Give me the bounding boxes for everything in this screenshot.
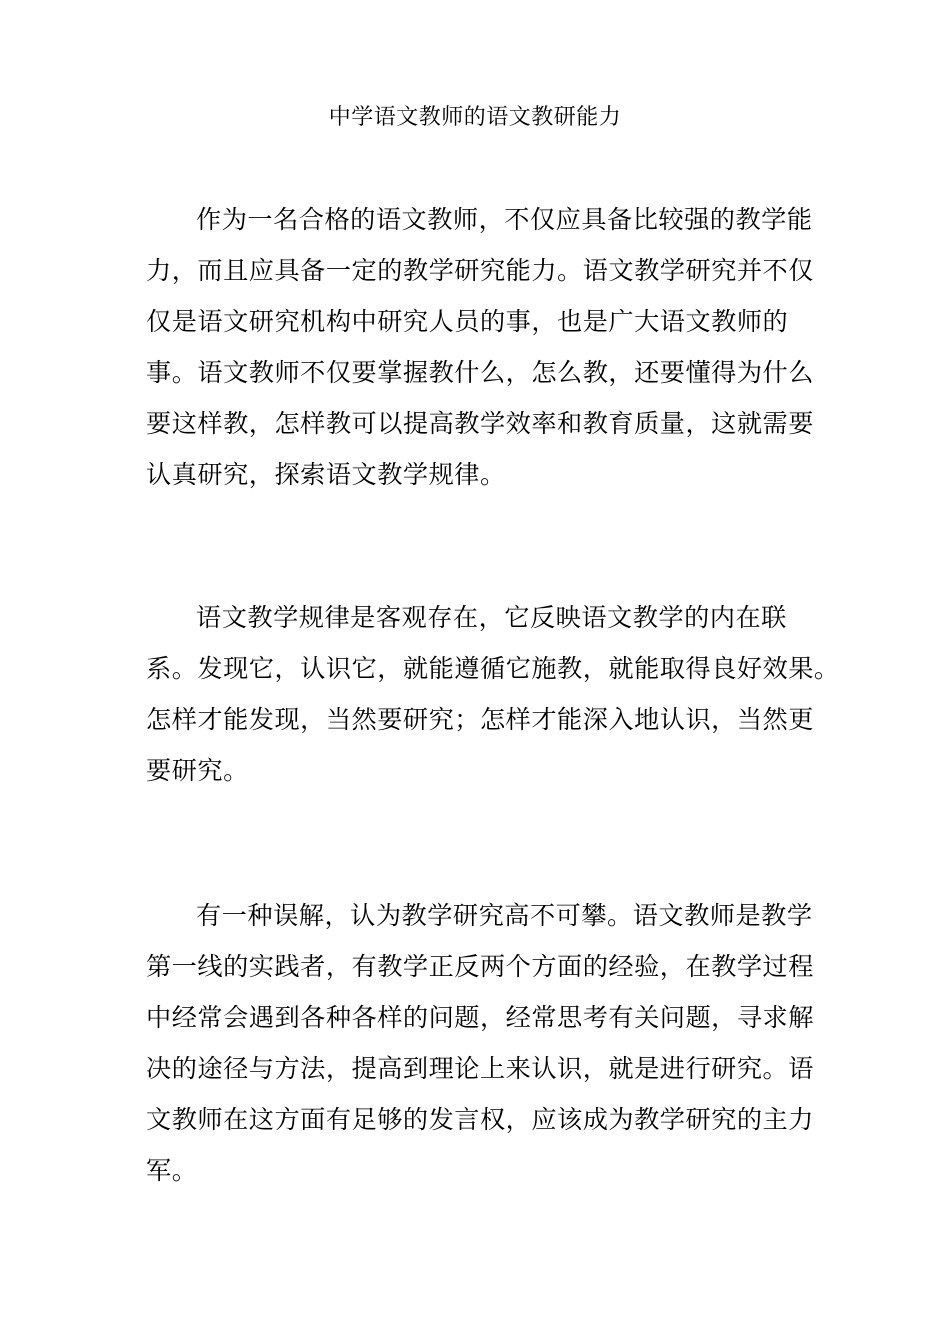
paragraph-line: 力，而且应具备一定的教学研究能力。语文教学研究并不仅	[146, 256, 814, 285]
paragraph-line: 作为一名合格的语文教师，不仅应具备比较强的教学能	[196, 205, 813, 234]
paragraph-3	[146, 890, 814, 1196]
paragraph-line: 军。	[146, 1156, 198, 1185]
paragraph-line: 决的途径与方法，提高到理论上来认识，就是进行研究。语	[146, 1054, 814, 1083]
paragraph-line: 认真研究，探索语文教学规律。	[146, 460, 506, 489]
paragraph-line: 语文教学规律是客观存在，它反映语文教学的内在联	[196, 603, 787, 632]
paragraph-line: 要研究。	[146, 756, 249, 785]
document-title: 中学语文教师的语文教研能力	[328, 105, 622, 130]
paragraph-line: 仅是语文研究机构中研究人员的事，也是广大语文教师的	[146, 307, 789, 336]
paragraph-line: 要这样教，怎样教可以提高教学效率和教育质量，这就需要	[146, 409, 814, 438]
paragraph-1	[146, 194, 814, 500]
paragraph-line: 怎样才能发现，当然要研究；怎样才能深入地认识，当然更	[146, 705, 814, 734]
paragraph-line: 文教师在这方面有足够的发言权，应该成为教学研究的主力	[146, 1105, 814, 1134]
paragraph-line: 事。语文教师不仅要掌握教什么，怎么教，还要懂得为什么	[146, 358, 814, 387]
paragraph-2	[146, 592, 840, 796]
paragraph-line: 系。发现它，认识它，就能遵循它施教，就能取得良好效果。	[146, 654, 840, 683]
paragraph-line: 中经常会遇到各种各样的问题，经常思考有关问题，寻求解	[146, 1003, 814, 1032]
paragraph-line: 第一线的实践者，有教学正反两个方面的经验，在教学过程	[146, 952, 814, 981]
paragraph-line: 有一种误解，认为教学研究高不可攀。语文教师是教学	[196, 901, 813, 930]
